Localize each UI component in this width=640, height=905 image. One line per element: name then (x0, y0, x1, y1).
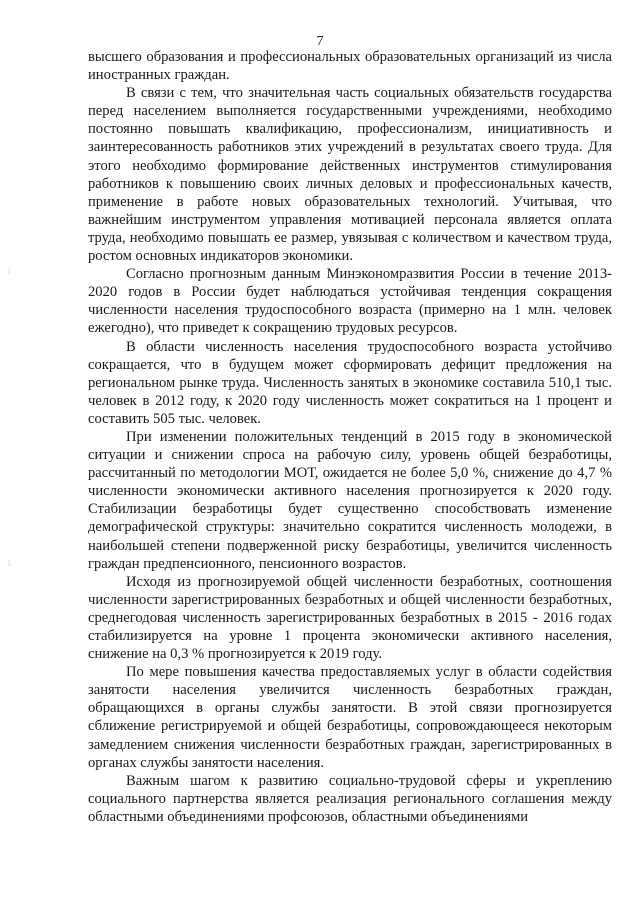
paragraph-5: При изменении положительных тенденций в 2015 году в экономической ситуации и снижении спроса на рабочую силу, уровень общей безработицы, рассчитанный по методологии МОТ, ожидается не более 5,0 %, снижение до 4,7 % численности экономически активного населения прогнозируется к 2020 году. Стабилизации безработицы будет существенно способствовать изменение демографической структуры: значительно сократится численность молодежи, в наибольшей степени подверженной риску безработицы, увеличится численность граждан предпенсионного, пенсионного возрастов. (88, 428, 612, 572)
document-body (88, 48, 612, 826)
paragraph-2: В связи с тем, что значительная часть социальных обязательств государства перед населением выполняется государственными учреждениями, необходимо постоянно повышать квалификацию, профессионализм, инициативность и заинтересованность работников этих учреждений в результатах своего труда. Для этого необходимо формирование действенных инструментов стимулирования работников к повышению своих личных деловых и профессиональных качеств, применение в работе новых образовательных технологий. Учитывая, что важнейшим инструментом управления мотивацией персонала является оплата труда, необходимо повышать ее размер, увязывая с количеством и качеством труда, ростом основных индикаторов экономики. (88, 85, 612, 265)
paragraph-6: Исходя из прогнозируемой общей численности безработных, соотношения численности зарегистрированных безработных и общей численности безработных, среднегодовая численность зарегистрированных безработных в 2015 - 2016 годах стабилизируется на уровне 1 процента экономически активного населения, снижение на 0,3 % прогнозируется к 2019 году. (88, 573, 612, 663)
paragraph-1: высшего образования и профессиональных образовательных организаций из числа иностранных граждан. (88, 49, 612, 84)
paragraph-4: В области численность населения трудоспособного возраста устойчиво сокращается, что в будущем может сформировать дефицит предложения на региональном рынке труда. Численность занятых в экономике составила 510,1 тыс. человек в 2012 году, к 2020 году численность может сократиться на 1 процент и составить 505 тыс. человек. (88, 338, 612, 427)
scan-margin-mark: ⁞ (8, 267, 11, 276)
page-number: 7 (316, 34, 324, 49)
scan-margin-mark: ⁞ (8, 559, 11, 568)
paragraph-7: По мере повышения качества предоставляемых услуг в области содействия занятости населения увеличится численность безработных граждан, обращающихся в органы службы занятости. В этой связи прогнозируется сближение регистрируемой и общей безработицы, сопровождающееся некоторым замедлением снижения численности безработных граждан, зарегистрированных в органах службы занятости населения. (88, 664, 612, 771)
paragraph-3: Согласно прогнозным данным Минэкономразвития России в течение 2013-2020 годов в России будет наблюдаться устойчивая тенденция сокращения численности населения трудоспособного возраста (примерно на 1 млн. человек ежегодно), что приведет к сокращению трудовых ресурсов. (88, 266, 612, 337)
paragraph-8: Важным шагом к развитию социально-трудовой сферы и укреплению социального партнерства является реализация регионального соглашения между областными объединениями профсоюзов, областными объединениями (88, 772, 612, 825)
